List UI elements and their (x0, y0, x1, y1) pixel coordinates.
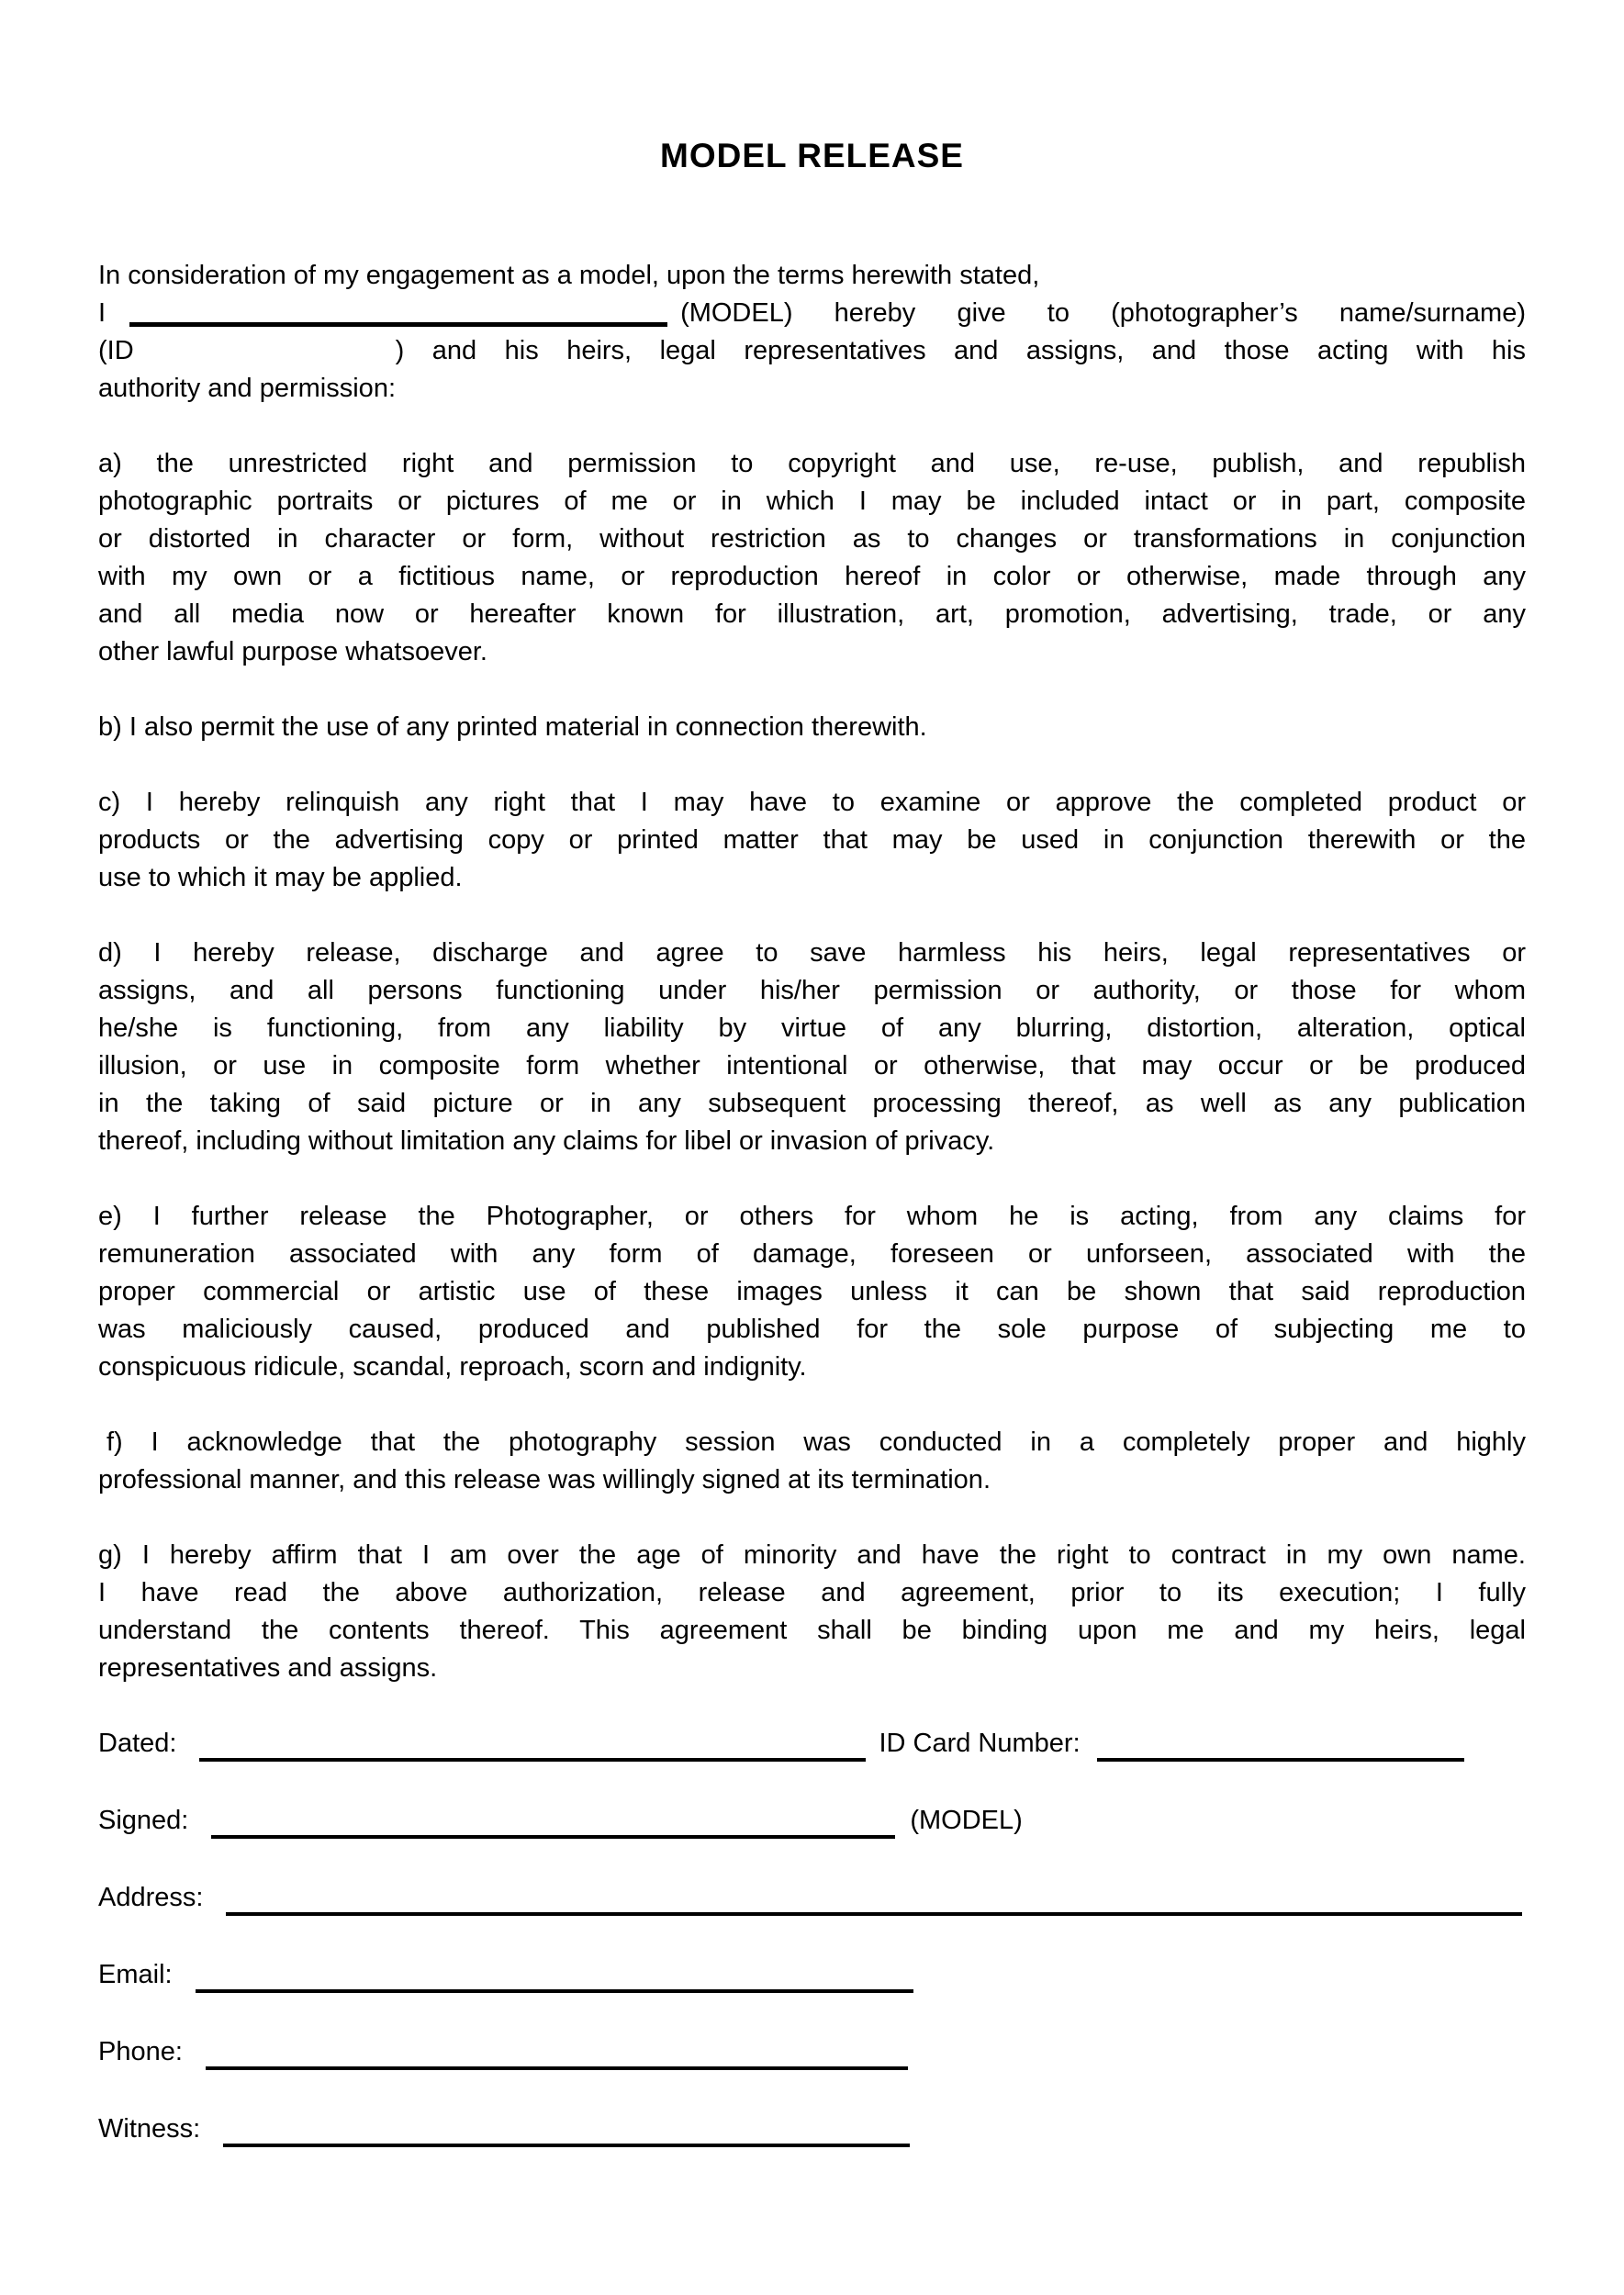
signed-blank-line[interactable] (211, 1835, 895, 1839)
clause-c-paragraph (98, 784, 1526, 897)
clause-g-paragraph (98, 1537, 1526, 1687)
intro-paragraph (98, 257, 1526, 408)
text-line: proper commercial or artistic use of these images unless it can be shown that said reproduction (98, 1277, 1526, 1306)
clause-e-paragraph (98, 1198, 1526, 1386)
witness-blank-line[interactable] (223, 2144, 910, 2147)
text-line: and all media now or hereafter known for illustration, art, promotion, advertising, trade, or any (98, 599, 1526, 629)
text-line: e) I further release the Photographer, or others for whom he is acting, from any claims for (98, 1202, 1526, 1231)
text-line: illusion, or use in composite form whether intentional or otherwise, that may occur or be produced (98, 1051, 1526, 1080)
text-line: he/she is functioning, from any liability by virtue of any blurring, distortion, alteration, optical (98, 1013, 1526, 1043)
id-line (98, 332, 1526, 370)
phone-label: Phone: (98, 2037, 183, 2066)
address-row (98, 1879, 1526, 1917)
id-card-number-label: ID Card Number: (879, 1729, 1081, 1758)
clause-f-paragraph (98, 1424, 1526, 1499)
text-line: c) I hereby relinquish any right that I may have to examine or approve the completed product or (98, 788, 1526, 817)
text-line: understand the contents thereof. This agreement shall be binding upon me and my heirs, legal (98, 1616, 1526, 1645)
text-fragment: (MODEL) hereby give to (photographer’s name/surname) (680, 298, 1526, 328)
email-row (98, 1956, 1526, 1994)
text-line: thereof, including without limitation any claims for libel or invasion of privacy. (98, 1126, 995, 1156)
text-line: in the taking of said picture or in any subsequent processing thereof, as well as any publication (98, 1089, 1526, 1118)
id-card-number-blank-line[interactable] (1097, 1758, 1464, 1762)
signed-row (98, 1802, 1526, 1840)
text-line: remuneration associated with any form of damage, foreseen or unforseen, associated with the (98, 1239, 1526, 1269)
model-name-line (98, 295, 1526, 332)
dated-label: Dated: (98, 1729, 177, 1758)
text-line: d) I hereby release, discharge and agree to save harmless his heirs, legal representatives or (98, 938, 1526, 968)
text-fragment: (ID (98, 336, 134, 365)
text-line: b) I also permit the use of any printed material in connection therewith. (98, 712, 927, 742)
text-line: authority and permission: (98, 374, 396, 403)
text-line: professional manner, and this release was willingly signed at its termination. (98, 1465, 991, 1495)
clause-a-paragraph (98, 445, 1526, 671)
id-blank-space[interactable] (134, 332, 396, 370)
address-label: Address: (98, 1883, 204, 1912)
text-line: with my own or a fictitious name, or reproduction hereof in color or otherwise, made through any (98, 562, 1526, 591)
text-line: use to which it may be applied. (98, 863, 463, 892)
clause-b-paragraph (98, 709, 1526, 746)
text-line: g) I hereby affirm that I am over the age of minority and have the right to contract in my own name. (98, 1540, 1526, 1570)
text-line: conspicuous ridicule, scandal, reproach, scorn and indignity. (98, 1352, 807, 1382)
text-line: representatives and assigns. (98, 1653, 438, 1683)
text-line: assigns, and all persons functioning under his/her permission or authority, or those for whom (98, 976, 1526, 1005)
text-line: a) the unrestricted right and permission to copyright and use, re-use, publish, and republish (98, 449, 1526, 478)
dated-blank-line[interactable] (199, 1758, 866, 1762)
phone-blank-line[interactable] (206, 2066, 908, 2070)
model-name-blank-line[interactable] (129, 322, 667, 327)
document-title: MODEL RELEASE (660, 137, 964, 174)
text-fragment: I (98, 298, 106, 328)
dated-row (98, 1725, 1526, 1763)
text-line: f) I acknowledge that the photography session was conducted in a completely proper and highly (106, 1427, 1526, 1457)
text-line: products or the advertising copy or printed matter that may be used in conjunction therewith or the (98, 825, 1526, 855)
witness-label: Witness: (98, 2114, 201, 2144)
text-line: photographic portraits or pictures of me or in which I may be included intact or in part, composite (98, 487, 1526, 516)
email-label: Email: (98, 1960, 173, 1989)
email-blank-line[interactable] (196, 1989, 913, 1993)
text-line: other lawful purpose whatsoever. (98, 637, 487, 666)
text-fragment: ) and his heirs, legal representatives and assigns, and those acting with his (395, 336, 1526, 365)
phone-row (98, 2033, 1526, 2071)
signed-label: Signed: (98, 1806, 189, 1835)
text-line: I have read the above authorization, release and agreement, prior to its execution; I fully (98, 1578, 1526, 1607)
text-line: was maliciously caused, produced and published for the sole purpose of subjecting me to (98, 1315, 1526, 1344)
text-line: or distorted in character or form, without restriction as to changes or transformations in conjunction (98, 524, 1526, 554)
witness-row (98, 2110, 1526, 2148)
model-suffix-label: (MODEL) (910, 1806, 1023, 1835)
clause-d-paragraph (98, 935, 1526, 1160)
text-line: In consideration of my engagement as a model, upon the terms herewith stated, (98, 261, 1040, 290)
address-blank-line[interactable] (226, 1912, 1522, 1916)
